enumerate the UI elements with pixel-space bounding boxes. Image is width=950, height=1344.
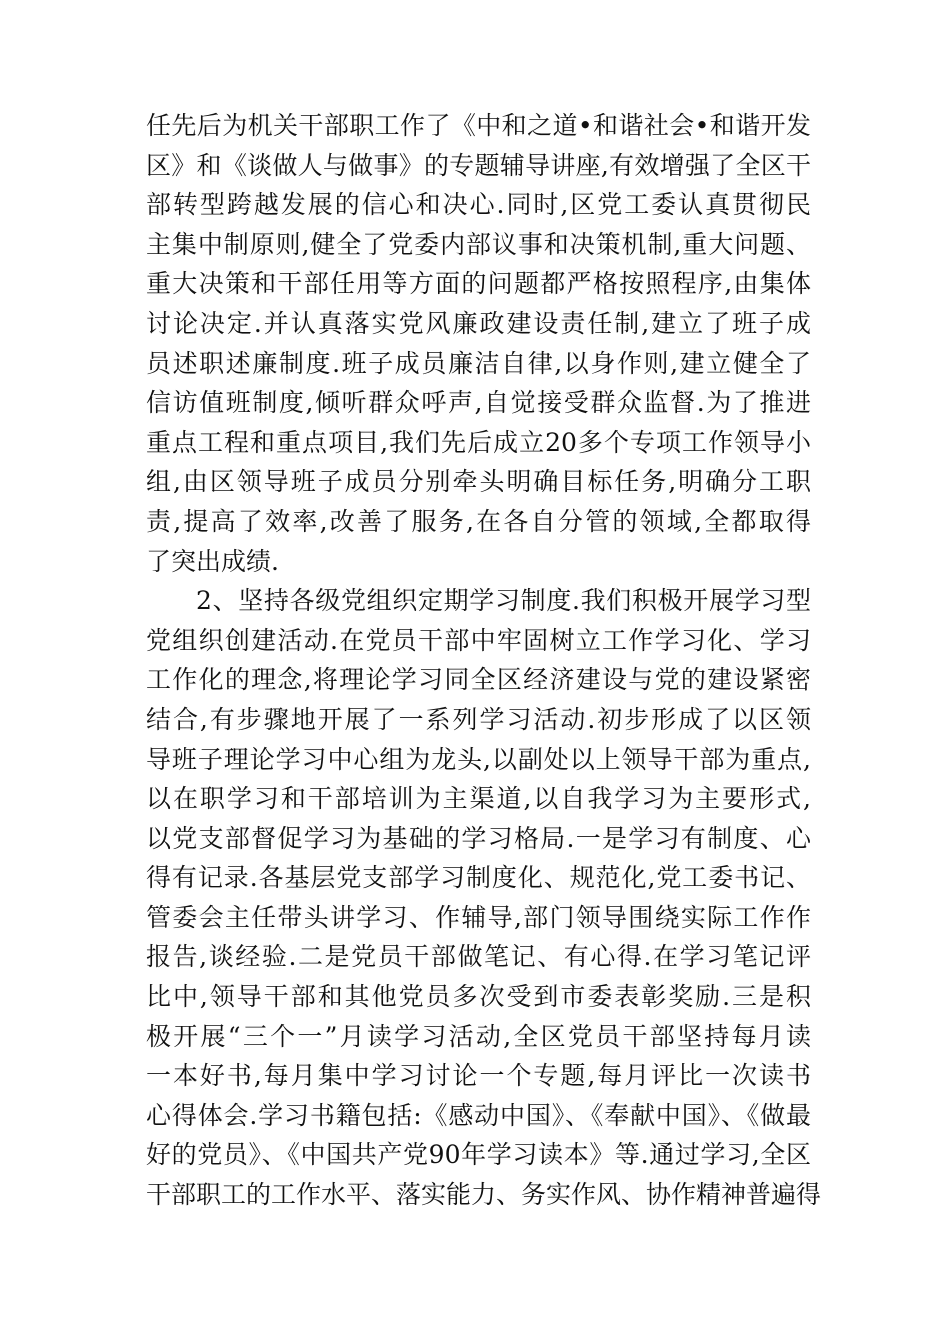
- text-line: 一本好书,每月集中学习讨论一个专题,每月评比一次读书: [146, 1061, 811, 1091]
- text-line: 讨论决定.并认真落实党风廉政建设责任制,建立了班子成: [146, 308, 811, 338]
- text-line: 重点工程和重点项目,我们先后成立20多个专项工作领导小: [146, 427, 811, 457]
- text-line: 管委会主任带头讲学习、作辅导,部门领导围绕实际工作作: [146, 902, 811, 932]
- text-line: 任先后为机关干部职工作了《中和之道•和谐社会•和谐开发: [146, 111, 811, 140]
- text-line: 了突出成绩.: [146, 546, 279, 576]
- text-line: 组,由区领导班子成员分别牵头明确目标任务,明确分工职: [146, 467, 811, 497]
- text-line: 结合,有步骤地开展了一系列学习活动.初步形成了以区领: [146, 704, 811, 734]
- text-line: 部转型跨越发展的信心和决心.同时,区党工委认真贯彻民: [146, 190, 811, 220]
- text-line: 以在职学习和干部培训为主渠道,以自我学习为主要形式,: [146, 784, 811, 814]
- text-line: 干部职工的工作水平、落实能力、务实作风、协作精神普遍得: [146, 1180, 822, 1210]
- text-line: 信访值班制度,倾听群众呼声,自觉接受群众监督.为了推进: [146, 388, 811, 418]
- text-line: 党组织创建活动.在党员干部中牢固树立工作学习化、学习: [146, 625, 811, 655]
- text-line: 导班子理论学习中心组为龙头,以副处以上领导干部为重点,: [146, 744, 811, 774]
- text-line: 好的党员》、《中国共产党90年学习读本》等.通过学习,全区: [146, 1140, 811, 1170]
- text-line: 重大决策和干部任用等方面的问题都严格按照程序,由集体: [146, 269, 811, 299]
- text-line: 工作化的理念,将理论学习同全区经济建设与党的建设紧密: [146, 665, 811, 695]
- text-line: 责,提高了效率,改善了服务,在各自分管的领域,全都取得: [146, 506, 811, 536]
- text-line: 以党支部督促学习为基础的学习格局.一是学习有制度、心: [146, 823, 811, 853]
- text-line: 比中,领导干部和其他党员多次受到市委表彰奖励.三是积: [146, 982, 811, 1012]
- text-line: 极开展“三个一”月读学习活动,全区党员干部坚持每月读: [146, 1021, 811, 1051]
- text-line: 心得体会.学习书籍包括:《感动中国》、《奉献中国》、《做最: [146, 1100, 811, 1130]
- paragraph-heading-line: 2、坚持各级党组织定期学习制度.我们积极开展学习型: [196, 586, 811, 616]
- text-line: 区》和《谈做人与做事》的专题辅导讲座,有效增强了全区干: [146, 150, 811, 180]
- body-text: [146, 106, 822, 1215]
- text-line: 得有记录.各基层党支部学习制度化、规范化,党工委书记、: [146, 863, 811, 893]
- text-line: 报告,谈经验.二是党员干部做笔记、有心得.在学习笔记评: [146, 942, 811, 972]
- text-line: 员述职述廉制度.班子成员廉洁自律,以身作则,建立健全了: [146, 348, 811, 378]
- text-line: 主集中制原则,健全了党委内部议事和决策机制,重大问题、: [146, 229, 811, 259]
